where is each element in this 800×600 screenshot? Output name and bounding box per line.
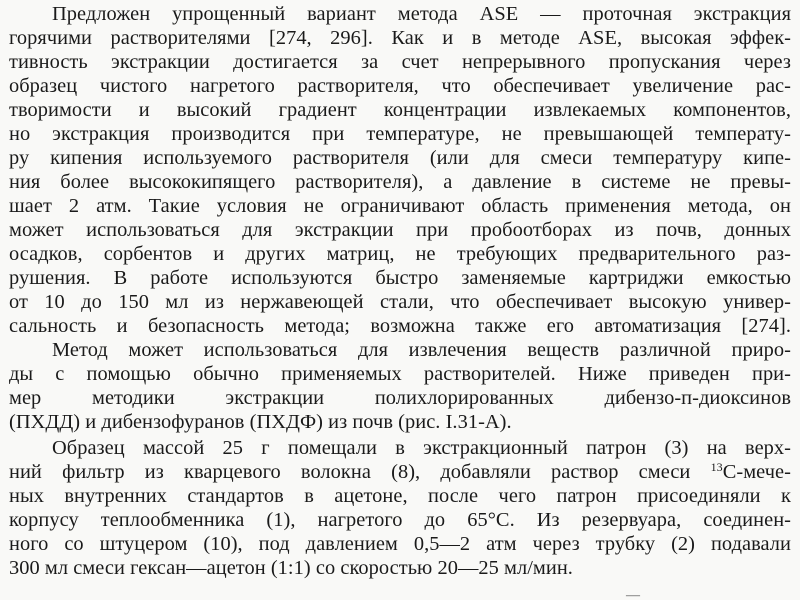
text-segment: С-мече- — [722, 461, 791, 483]
text-line: ды с помощью обычно применяемых растворителей. Ниже приведен при- — [9, 363, 791, 385]
text-line: ния более высококипящего растворителя), а давление в системе не превы- — [9, 171, 791, 193]
text-line: от 10 до 150 мл из нержавеющей стали, что обеспечивает высокую универ- — [9, 291, 791, 313]
text-line: ного со штуцером (10), под давлением 0,5—2 атм через трубку (2) подавали — [9, 533, 791, 555]
text-line: Предложен упрощенный вариант метода ASE — проточная экстракция — [52, 3, 791, 25]
text-line: образец чистого нагретого растворителя, что обеспечивает увеличение рас- — [9, 75, 791, 97]
text-line: может использоваться для экстракции при пробоотборах из почв, донных — [9, 219, 791, 241]
text-line: корпусу теплообменника (1), нагретого до 65°С. Из резервуара, соединен- — [9, 509, 791, 531]
text-line: Метод может использоваться для извлечения веществ различной приро- — [52, 339, 791, 361]
text-segment: ний фильтр из кварцевого волокна (8), добавляли раствор смеси — [9, 461, 691, 483]
text-line: ру кипения используемого растворителя (или для смеси температуру кипе- — [9, 147, 791, 169]
text-line: сальность и безопасность метода; возможна также его автоматизация [274]. — [9, 315, 791, 337]
text-line: но экстракция производится при температуре, не превышающей температу- — [9, 123, 791, 145]
stray-mark: — — [626, 588, 640, 600]
text-line: Образец массой 25 г помещали в экстракционный патрон (3) на верх- — [52, 437, 791, 459]
text-line-with-isotope — [9, 460, 791, 484]
text-line: мер методики экстракции полихлорированных дибензо-п-диоксинов — [9, 387, 791, 409]
text-line: горячими растворителями [274, 296]. Как и в методе ASE, высокая эффек- — [9, 27, 791, 49]
isotope-mass-number: 13 — [710, 460, 723, 474]
text-line: ных внутренних стандартов в ацетоне, после чего патрон присоединяли к — [9, 485, 791, 507]
text-line: осадков, сорбентов и других матриц, не требующих предварительного раз- — [9, 243, 791, 265]
text-line: (ПХДД) и дибензофуранов (ПХДФ) из почв (рис. I.31-А). — [9, 411, 512, 433]
text-line: тивность экстракции достигается за счет непрерывного пропускания через — [9, 51, 791, 73]
text-line: рушения. В работе используются быстро заменяемые картриджи емкостью — [9, 267, 791, 289]
text-line: 300 мл смеси гексан—ацетон (1:1) со скоростью 20—25 мл/мин. — [9, 557, 573, 579]
text-line: шает 2 атм. Такие условия не ограничивают область применения метода, он — [9, 195, 791, 217]
text-line: творимости и высокий градиент концентрации извлекаемых компонентов, — [9, 99, 791, 121]
